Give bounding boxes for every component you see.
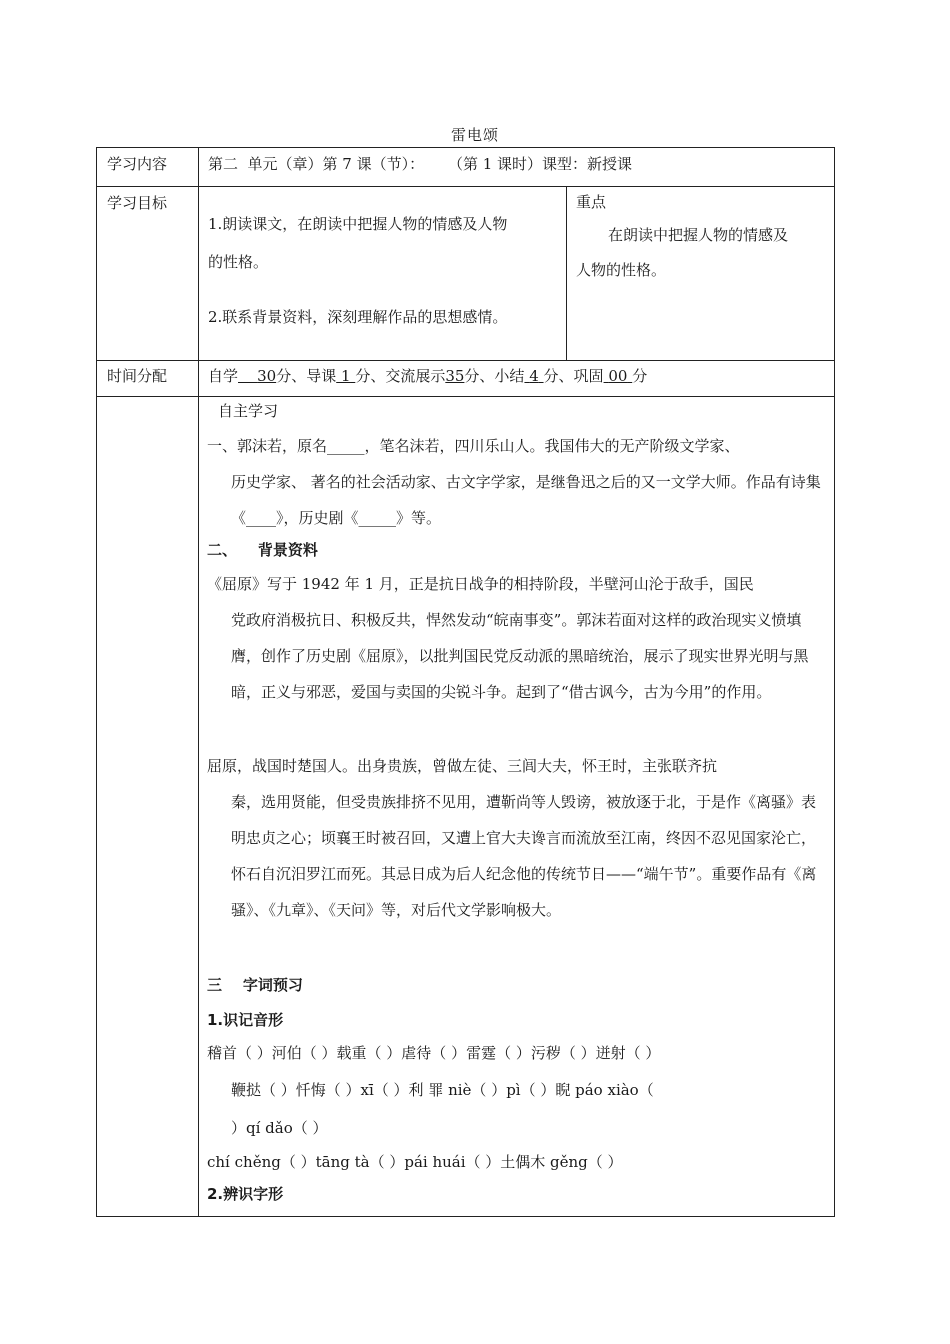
key-point-divider: [566, 186, 567, 361]
time-exchange-value: 35: [445, 367, 465, 385]
table-border-right: [834, 147, 835, 1217]
author-paragraph: 一、郭沫若，原名_____，笔名沫若，四川乐山人。我国伟大的无产阶级文学家、 历史学家、 著名的社会活动家、古文字学家，是继鲁迅之后的又一文学大师。作品有诗集《____》，历史剧《_____》等。: [207, 437, 821, 527]
background-heading: 二、 背景资料: [207, 541, 318, 559]
vocab-line-3: ）qí dǎo（ ）: [231, 1119, 328, 1137]
time-exchange-label: 分、交流展示: [355, 367, 446, 385]
quyuan-paragraph: 屈原，战国时楚国人。出身贵族，曾做左徒、三闾大夫，怀王时，主张联齐抗 秦，选用贤能，但受贵族排挤不见用，遭靳尚等人毁谤，被放逐于北，于是作《离骚》表明忠贞之心；顷襄王时被召回，又遭上官大夫谗言而流放至江南，终因不忍见国家沦亡，怀石自沉汨罗江而死。其忌日成为后人纪念他的传统节日——“端午节”。重要作品有《离骚》、《九章》、《天问》等，对后代文学影响极大。: [207, 757, 817, 919]
content-value: 第二 单元（章）第 7 课（节）： （第 1 课时）课型：新授课: [208, 155, 633, 173]
vocab-heading: 三 字词预习: [207, 976, 303, 994]
row-divider-3: [96, 396, 835, 397]
goal-line-2: 的性格。: [208, 253, 269, 271]
time-consolidate-value: 00: [608, 367, 628, 385]
table-border-bottom: [96, 1216, 835, 1217]
vocab-line-1: 稽首（ ）河伯（ ）载重（ ）虐待（ ）雷霆（ ）污秽（ ）迸射（ ）: [207, 1044, 661, 1062]
row-divider-1: [96, 186, 835, 187]
background-paragraph: 《屈原》写于 1942 年 1 月，正是抗日战争的相持阶段，半壁河山沦于敌手，国民 党政府消极抗日、积极反共，悍然发动“皖南事变”。郭沫若面对这样的政治现实义愤填膺，创作了历史剧《屈原》，以批判国民党反动派的黑暗统治，展示了现实世界光明与黑暗，正义与邪恶，爱国与卖国的尖锐斗争。起到了“借古讽今，古为今用”的作用。: [207, 575, 809, 701]
table-col-divider: [198, 147, 199, 1217]
time-summary-label: 分、小结: [464, 367, 525, 385]
time-summary-value: 4: [529, 367, 539, 385]
key-point-text-1: 在朗读中把握人物的情感及: [608, 226, 789, 244]
time-end: 分: [632, 367, 648, 385]
row-divider-2: [96, 360, 835, 361]
time-guide-value: 1: [340, 367, 351, 385]
time-guide-label: 分、导课: [276, 367, 337, 385]
time-self-value: 30: [257, 367, 277, 385]
goal-label: 学习目标: [107, 194, 168, 212]
key-point-text-2: 人物的性格。: [576, 261, 667, 279]
self-study-heading: 自主学习: [218, 402, 279, 420]
vocab-sub-heading-1: 1.识记音形: [207, 1011, 284, 1029]
vocab-line-2: 鞭挞（ ）忏悔（ ）xī（ ）利 罪 niè（ ）pì（ ）睨 páo xiào（: [231, 1081, 654, 1099]
page-title: 雷电颂: [450, 126, 499, 144]
table-border-top: [96, 147, 835, 148]
key-point-label: 重点: [576, 193, 607, 211]
vocab-sub-heading-2: 2.辨识字形: [207, 1185, 284, 1203]
content-label: 学习内容: [107, 155, 168, 173]
goal-line-3: 2.联系背景资料，深刻理解作品的思想感情。: [208, 308, 508, 326]
time-label: 时间分配: [107, 367, 168, 385]
vocab-line-4: chí chěng（ ）tāng tà（ ）pái huái（ ）土偶木 gěng（ ）: [207, 1153, 623, 1171]
table-border-left: [96, 147, 97, 1217]
time-consolidate-label: 分、巩固: [543, 367, 604, 385]
goal-line-1: 1.朗读课文，在朗读中把握人物的情感及人物: [208, 215, 508, 233]
time-allocation: [208, 364, 647, 388]
time-self-label: 自学: [208, 367, 239, 385]
